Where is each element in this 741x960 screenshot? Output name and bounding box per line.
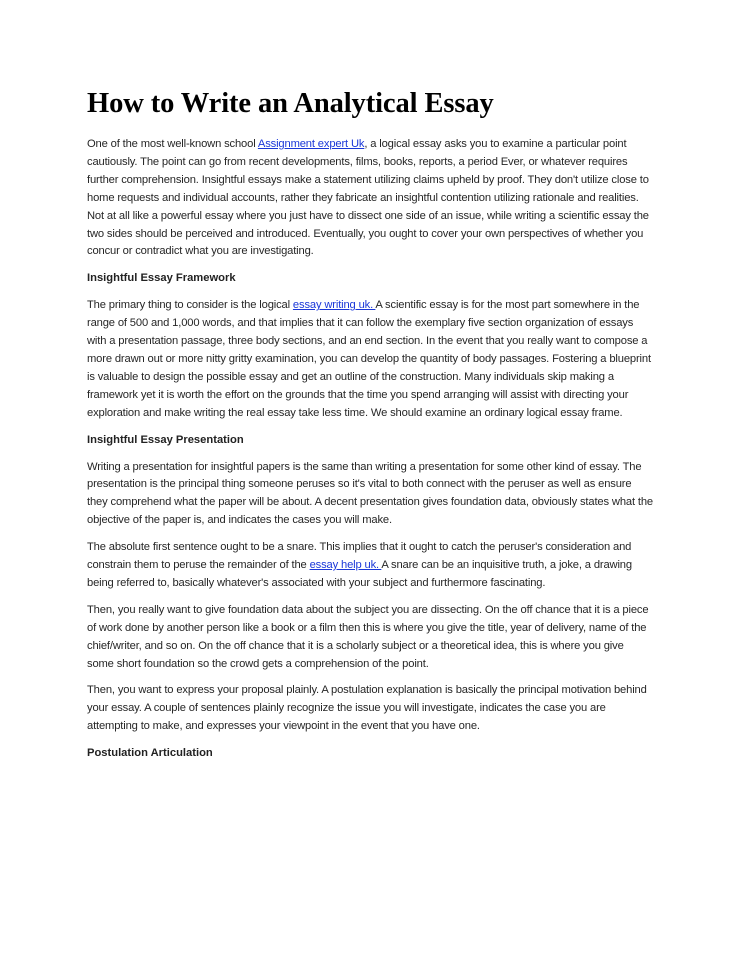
framework-paragraph <box>87 297 653 422</box>
framework-text-after: A scientific essay is for the most part somewhere in the range of 500 and 1,000 words, and that implies that it can follow the exemplary five section organization of essays with a presentation passage, three body sections, and an end section. In the event that you really want to compose a more drawn out or more nitty gritty examination, you can develop the quantity of body passages. Fostering a blueprint is valuable to design the possible essay and get an outline of the construction. Many individuals skip making a framework yet it is worth the effort on the grounds that the time you spend arranging will assist with directing your exploration and make writing the real essay take less time. We should examine an ordinary logical essay frame. <box>87 299 651 419</box>
section-heading-presentation: Insightful Essay Presentation <box>87 433 244 446</box>
presentation-p2-text-before: The absolute first sentence ought to be a snare. This implies that it ought to catch the peruser's consideration and constrain them to peruse the remainder of the <box>87 541 632 572</box>
intro-text-after: , a logical essay asks you to examine a particular point cautiously. The point can go from recent developments, films, books, reports, a period Ever, or whatever requires further comprehension. Insightful essays make a statement utilizing claims upheld by proof. They don't utilize close to home requests and individual accounts, rather they fabricate an insightful contention utilizing rationale and realities. Not at all like a powerful essay where you just have to dissect one side of an issue, while writing a scientific essay the two sides should be perceived and introduced. Eventually, you ought to cover your own perspectives of whether you concur or contradict what you are investigating. <box>87 138 649 258</box>
presentation-paragraph-1: Writing a presentation for insightful papers is the same than writing a presentation for some other kind of essay. The presentation is the principal thing someone peruses so it's vital to both connect with the peruser as well as ensure they comprehend what the paper will be about. A decent presentation gives foundation data, obviously states what the objective of the paper is, and indicates the cases you will make. <box>87 460 653 527</box>
framework-text-before: The primary thing to consider is the logical <box>87 299 293 312</box>
presentation-paragraph-2 <box>87 539 653 593</box>
presentation-paragraph-4: Then, you want to express your proposal plainly. A postulation explanation is basically the principal motivation behind your essay. A couple of sentences plainly recognize the issue you will investigate, indicates the case you are attempting to make, and expresses your viewpoint in the event that you have one. <box>87 684 647 733</box>
section-heading-postulation: Postulation Articulation <box>87 747 213 760</box>
document-page <box>87 86 653 772</box>
page-title: How to Write an Analytical Essay <box>87 88 494 119</box>
intro-text-before: One of the most well-known school <box>87 138 258 150</box>
assignment-expert-uk-link[interactable]: Assignment expert Uk <box>257 138 365 150</box>
essay-help-uk-link[interactable]: essay help uk. <box>309 559 382 572</box>
presentation-paragraph-3: Then, you really want to give foundation data about the subject you are dissecting. On the off chance that it is a piece of work done by another person like a book or a film then this is where you give the title, year of delivery, name of the chief/writer, and so on. On the off chance that it is a scholarly subject or a theoretical idea, this is where you give some short foundation so the crowd gets a comprehension of the point. <box>87 603 649 670</box>
intro-paragraph <box>87 136 653 261</box>
presentation-p2-text-after: A snare can be an inquisitive truth, a joke, a drawing being referred to, basically whatever's associated with your subject and furthermore fascinating. <box>87 559 632 589</box>
essay-writing-uk-link[interactable]: essay writing uk. <box>292 299 376 312</box>
section-heading-framework: Insightful Essay Framework <box>87 272 236 285</box>
